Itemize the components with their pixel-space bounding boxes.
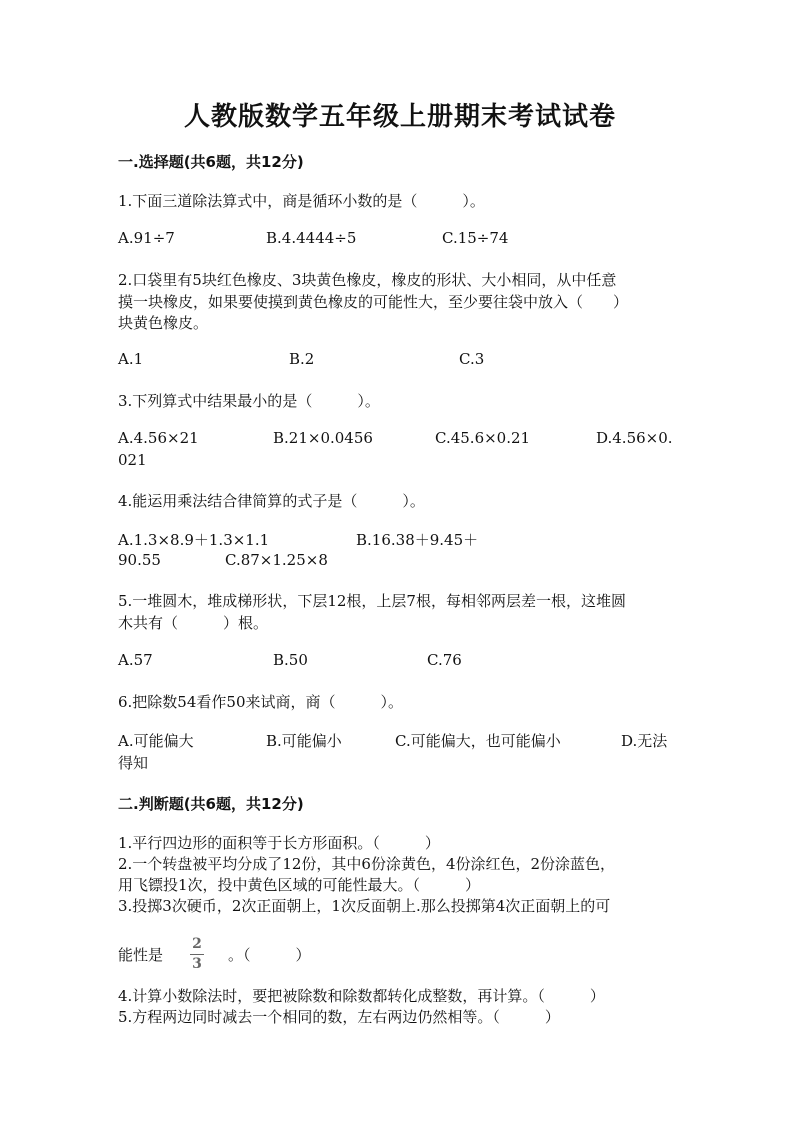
judgement-5-text: 5.方程两边同时减去一个相同的数，左右两边仍然相等。（ ）: [118, 1008, 560, 1026]
question-6-option-d-wrap: 得知: [118, 754, 149, 772]
question-4-option-c: C.87×1.25×8: [225, 551, 328, 569]
question-6-option-d: D.无法: [621, 732, 668, 750]
judgement-2-text-line-1: 2.一个转盘被平均分成了12份，其中6份涂黄色，4份涂红色，2份涂蓝色，: [118, 855, 616, 873]
question-6-text: 6.把除数54看作50来试商，商（ ）。: [118, 693, 403, 711]
question-3-option-a: A.4.56×21: [118, 429, 199, 447]
question-3-option-b: B.21×0.0456: [273, 429, 373, 447]
question-3-option-d-wrap: 021: [118, 451, 147, 469]
question-2-text-line-3: 块黄色橡皮。: [118, 314, 209, 332]
question-6-option-a: A.可能偏大: [118, 732, 194, 750]
question-6-option-c: C.可能偏大，也可能偏小: [395, 732, 561, 750]
question-5-option-c: C.76: [427, 651, 462, 669]
judgement-4-text: 4.计算小数除法时，要把被除数和除数都转化成整数，再计算。（ ）: [118, 987, 605, 1005]
question-5-text-line-1: 5.一堆圆木，堆成梯形状，下层12根，上层7根，每相邻两层差一根，这堆圆: [118, 592, 626, 610]
question-3-text: 3.下列算式中结果最小的是（ ）。: [118, 392, 380, 410]
judgement-1-text: 1.平行四边形的面积等于长方形面积。（ ）: [118, 834, 440, 852]
fraction-numerator: 2: [192, 936, 202, 952]
fraction-bar: [190, 954, 204, 955]
question-2-text-line-1: 2.口袋里有5块红色橡皮、3块黄色橡皮，橡皮的形状、大小相同，从中任意: [118, 271, 617, 289]
fraction-denominator: 3: [192, 956, 202, 972]
question-3-option-c: C.45.6×0.21: [435, 429, 531, 447]
question-4-text: 4.能运用乘法结合律简算的式子是（ ）。: [118, 492, 425, 510]
question-1-option-b: B.4.4444÷5: [266, 229, 357, 247]
question-4-option-b-wrap: 90.55: [118, 551, 161, 569]
judgement-3-text-line-1: 3.投掷3次硬币，2次正面朝上，1次反面朝上.那么投掷第4次正面朝上的可: [118, 897, 611, 915]
question-5-option-b: B.50: [273, 651, 308, 669]
question-1-option-a: A.91÷7: [118, 229, 175, 247]
question-2-text-line-2: 摸一块橡皮，如果要使摸到黄色橡皮的可能性大，至少要往袋中放入（ ）: [118, 293, 629, 311]
question-6-option-b: B.可能偏小: [266, 732, 342, 750]
page-title: 人教版数学五年级上册期末考试试卷: [183, 102, 616, 132]
question-1-option-c: C.15÷74: [442, 229, 509, 247]
question-5-option-a: A.57: [118, 651, 153, 669]
question-2-option-c: C.3: [459, 350, 485, 368]
judgement-3-answer-blank: 。（ ）: [228, 946, 311, 964]
judgement-2-text-line-2: 用飞镖投1次，投中黄色区域的可能性最大。（ ）: [118, 876, 481, 894]
judgement-3-text-line-2: 能性是: [118, 946, 164, 964]
section-heading-judgement: 二.判断题(共6题，共12分): [118, 795, 304, 813]
question-4-option-a: A.1.3×8.9＋1.3×1.1: [118, 531, 270, 549]
question-4-option-b: B.16.38＋9.45＋: [356, 531, 479, 549]
section-heading-choice: 一.选择题(共6题，共12分): [118, 153, 304, 171]
question-5-text-line-2: 木共有（ ）根。: [118, 614, 269, 632]
question-2-option-a: A.1: [118, 350, 144, 368]
question-1-text: 1.下面三道除法算式中，商是循环小数的是（ ）。: [118, 192, 485, 210]
question-3-option-d: D.4.56×0.: [596, 429, 673, 447]
question-2-option-b: B.2: [289, 350, 315, 368]
fraction-two-thirds: [190, 937, 204, 972]
